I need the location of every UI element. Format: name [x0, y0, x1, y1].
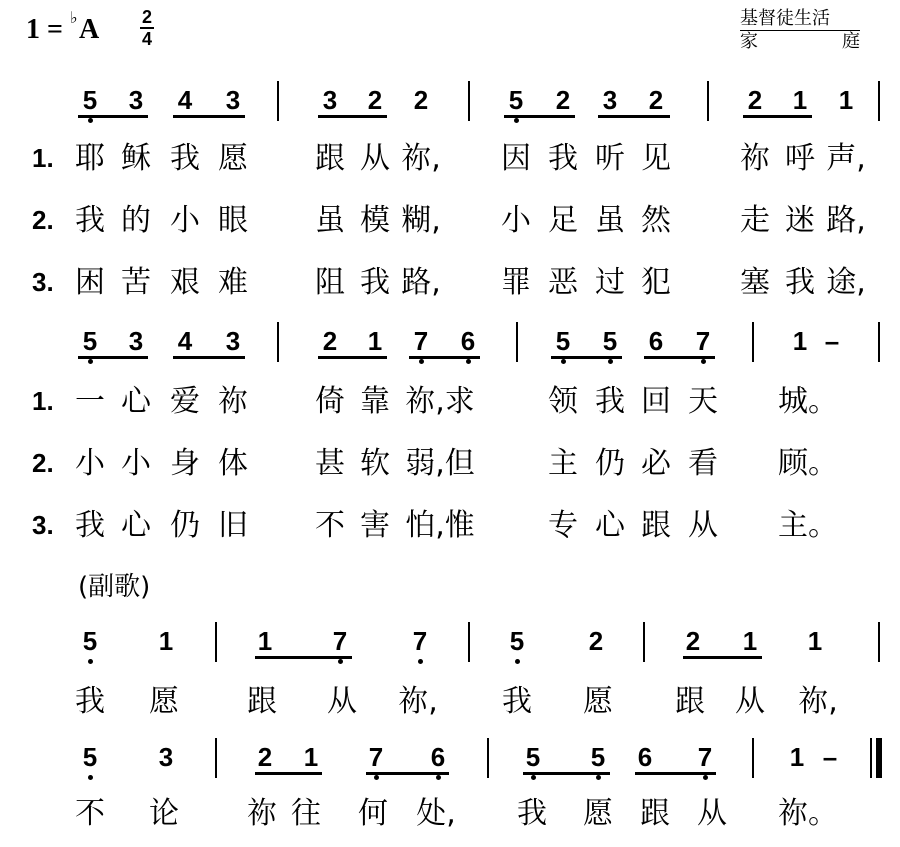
jianpu-note: 5: [82, 326, 98, 356]
eighth-beam: [635, 772, 716, 775]
lyric-syllable: 跟: [641, 508, 671, 543]
lyric-syllable: 虽: [595, 203, 625, 238]
lyric-syllable: 一: [75, 384, 105, 419]
lyric-syllable: 爱: [170, 384, 200, 419]
jianpu-note: 1: [789, 742, 805, 772]
eighth-beam: [78, 115, 148, 118]
eighth-beam: [551, 356, 622, 359]
lyric-syllable: 模: [360, 203, 390, 238]
low-octave-dot: [338, 659, 343, 664]
jianpu-note: 3: [158, 742, 174, 772]
jianpu-note: 2: [747, 85, 763, 115]
eighth-beam: [366, 772, 449, 775]
barline: [643, 622, 645, 662]
chorus-syllable: 跟: [247, 684, 277, 719]
jianpu-note: 5: [602, 326, 618, 356]
jianpu-note: 3: [128, 326, 144, 356]
lyric-syllable: 怕,惟: [405, 508, 475, 543]
jianpu-note: 2: [367, 85, 383, 115]
lyric-syllable: 眼: [218, 203, 248, 238]
jianpu-note: 6: [460, 326, 476, 356]
low-octave-dot: [701, 359, 706, 364]
lyric-syllable: 然: [641, 203, 671, 238]
lyric-syllable: 害: [360, 508, 390, 543]
source-attribution: [740, 8, 860, 53]
jianpu-note: 1: [303, 742, 319, 772]
lyric-syllable: 因: [501, 141, 531, 176]
jianpu-note: 5: [82, 85, 98, 115]
lyric-syllable: 体: [218, 446, 248, 481]
chorus-syllable: 何: [358, 796, 388, 831]
barline: [878, 622, 880, 662]
lyric-syllable: 听: [595, 141, 625, 176]
eighth-beam: [318, 115, 387, 118]
lyric-syllable: 祢: [740, 141, 770, 176]
final-barline-thin: [870, 738, 872, 778]
lyric-syllable: 小: [170, 203, 200, 238]
chorus-syllable: 论: [149, 796, 179, 831]
lyric-syllable: 糊,: [401, 203, 441, 238]
final-barline-thick: [876, 738, 882, 778]
barline: [487, 738, 489, 778]
lyric-syllable: 途,: [826, 265, 866, 300]
lyric-syllable: 不: [315, 508, 345, 543]
low-octave-dot: [466, 359, 471, 364]
lyric-syllable: 小: [75, 446, 105, 481]
eighth-beam: [598, 115, 670, 118]
lyric-syllable: 虽: [315, 203, 345, 238]
eighth-beam: [173, 356, 245, 359]
lyric-syllable: 甚: [315, 446, 345, 481]
lyric-syllable: 我: [595, 384, 625, 419]
low-octave-dot: [608, 359, 613, 364]
verse-number: 2.: [32, 205, 54, 235]
jianpu-note: 2: [322, 326, 338, 356]
lyric-syllable: 我: [170, 141, 200, 176]
lyric-syllable: 靠: [360, 384, 390, 419]
source-line-1: 基督徒生活: [740, 8, 860, 31]
chorus-syllable: 处,: [416, 796, 456, 831]
lyric-syllable: 我: [785, 265, 815, 300]
lyric-syllable: 塞: [740, 265, 770, 300]
barline: [752, 322, 754, 362]
jianpu-note: 7: [368, 742, 384, 772]
low-octave-dot: [88, 775, 93, 780]
jianpu-note: 1: [367, 326, 383, 356]
low-octave-dot: [88, 659, 93, 664]
low-octave-dot: [419, 359, 424, 364]
lyric-syllable: 的: [121, 203, 151, 238]
lyric-syllable: 小: [121, 446, 151, 481]
source-line-2: [740, 31, 860, 53]
jianpu-note: 5: [82, 742, 98, 772]
chorus-syllable: 愿: [149, 684, 179, 719]
lyric-syllable: 过: [595, 265, 625, 300]
lyric-syllable: 路,: [401, 265, 441, 300]
lyric-syllable: 犯: [641, 265, 671, 300]
chorus-syllable: 我: [75, 684, 105, 719]
chorus-syllable: 祢: [247, 796, 277, 831]
eighth-beam: [523, 772, 610, 775]
lyric-syllable: 心: [121, 384, 151, 419]
time-signature-top: 2: [141, 7, 152, 27]
jianpu-note: 3: [602, 85, 618, 115]
eighth-beam: [78, 356, 148, 359]
jianpu-note: 2: [588, 626, 604, 656]
chorus-syllable: 祢,: [398, 684, 438, 719]
lyric-syllable: 难: [218, 265, 248, 300]
jianpu-note: 1: [257, 626, 273, 656]
barline: [277, 322, 279, 362]
barline: [277, 81, 279, 121]
chorus-syllable: 我: [502, 684, 532, 719]
chorus-syllable: 跟: [675, 684, 705, 719]
lyric-syllable: 跟: [315, 141, 345, 176]
lyric-syllable: 耶: [75, 141, 105, 176]
lyric-syllable: 罪: [501, 265, 531, 300]
chorus-syllable: 我: [517, 796, 547, 831]
chorus-syllable: 从: [327, 684, 357, 719]
key-signature-prefix: 1 =: [26, 14, 63, 45]
jianpu-note: 5: [82, 626, 98, 656]
chorus-syllable: 愿: [583, 684, 613, 719]
lyric-syllable: 顾。: [778, 446, 838, 481]
jianpu-note: 6: [648, 326, 664, 356]
jianpu-note: –: [824, 326, 840, 356]
jianpu-note: 3: [128, 85, 144, 115]
lyric-syllable: 小: [501, 203, 531, 238]
chorus-syllable: 跟: [640, 796, 670, 831]
jianpu-note: 7: [697, 742, 713, 772]
low-octave-dot: [374, 775, 379, 780]
low-octave-dot: [703, 775, 708, 780]
low-octave-dot: [436, 775, 441, 780]
flat-sign: ♭: [70, 8, 78, 27]
lyric-syllable: 祢,求: [405, 384, 475, 419]
chorus-syllable: 从: [735, 684, 765, 719]
lyric-syllable: 恶: [548, 265, 578, 300]
low-octave-dot: [515, 659, 520, 664]
jianpu-note: 2: [555, 85, 571, 115]
lyric-syllable: 苦: [121, 265, 151, 300]
barline: [516, 322, 518, 362]
low-octave-dot: [561, 359, 566, 364]
low-octave-dot: [596, 775, 601, 780]
jianpu-note: 7: [332, 626, 348, 656]
lyric-syllable: 见: [641, 141, 671, 176]
lyric-syllable: 足: [548, 203, 578, 238]
lyric-syllable: 迷: [785, 203, 815, 238]
lyric-syllable: 从: [360, 141, 390, 176]
verse-number: 3.: [32, 267, 54, 297]
jianpu-note: 2: [648, 85, 664, 115]
jianpu-note: 2: [413, 85, 429, 115]
source-line-2b: 庭: [842, 31, 860, 52]
jianpu-note: 1: [838, 85, 854, 115]
lyric-syllable: 回: [641, 384, 671, 419]
jianpu-note: 7: [412, 626, 428, 656]
barline: [468, 622, 470, 662]
jianpu-note: 5: [508, 85, 524, 115]
jianpu-note: 2: [257, 742, 273, 772]
lyric-syllable: 心: [595, 508, 625, 543]
lyric-syllable: 路,: [826, 203, 866, 238]
lyric-syllable: 旧: [218, 508, 248, 543]
jianpu-note: 7: [413, 326, 429, 356]
barline: [878, 322, 880, 362]
key-letter: A: [79, 14, 100, 45]
chorus-syllable: 从: [697, 796, 727, 831]
lyric-syllable: 呼: [785, 141, 815, 176]
lyric-syllable: 天: [688, 384, 718, 419]
lyric-syllable: 身: [170, 446, 200, 481]
lyric-syllable: 倚: [315, 384, 345, 419]
lyric-syllable: 仍: [170, 508, 200, 543]
chorus-syllable: 往: [291, 796, 321, 831]
lyric-syllable: 看: [688, 446, 718, 481]
chorus-syllable: 愿: [583, 796, 613, 831]
chorus-syllable: 不: [75, 796, 105, 831]
lyric-syllable: 仍: [595, 446, 625, 481]
verse-number: 3.: [32, 510, 54, 540]
low-octave-dot: [418, 659, 423, 664]
low-octave-dot: [88, 359, 93, 364]
eighth-beam: [504, 115, 575, 118]
chorus-label: (副歌): [78, 572, 151, 602]
lyric-syllable: 我: [548, 141, 578, 176]
lyric-syllable: 祢: [218, 384, 248, 419]
jianpu-note: 1: [158, 626, 174, 656]
jianpu-note: 6: [430, 742, 446, 772]
jianpu-note: 5: [590, 742, 606, 772]
jianpu-note: 5: [555, 326, 571, 356]
lyric-syllable: 领: [548, 384, 578, 419]
lyric-syllable: 城。: [778, 384, 838, 419]
lyric-syllable: 稣: [121, 141, 151, 176]
barline: [215, 622, 217, 662]
jianpu-note: 1: [792, 326, 808, 356]
jianpu-note: 1: [807, 626, 823, 656]
jianpu-note: 7: [695, 326, 711, 356]
jianpu-note: 6: [637, 742, 653, 772]
eighth-beam: [743, 115, 812, 118]
lyric-syllable: 主: [548, 446, 578, 481]
lyric-syllable: 弱,但: [405, 446, 475, 481]
lyric-syllable: 从: [688, 508, 718, 543]
low-octave-dot: [514, 118, 519, 123]
jianpu-note: 5: [509, 626, 525, 656]
barline: [707, 81, 709, 121]
eighth-beam: [683, 656, 762, 659]
lyric-syllable: 困: [75, 265, 105, 300]
jianpu-note: 3: [225, 85, 241, 115]
eighth-beam: [409, 356, 480, 359]
time-signature-bottom: 4: [141, 29, 152, 49]
lyric-syllable: 愿: [218, 141, 248, 176]
jianpu-note: 5: [525, 742, 541, 772]
jianpu-note: 2: [685, 626, 701, 656]
barline: [752, 738, 754, 778]
jianpu-note: 3: [322, 85, 338, 115]
chorus-syllable: 祢。: [778, 796, 838, 831]
lyric-syllable: 专: [548, 508, 578, 543]
jianpu-note: 4: [177, 85, 193, 115]
lyric-syllable: 声,: [826, 141, 866, 176]
eighth-beam: [255, 656, 352, 659]
eighth-beam: [173, 115, 245, 118]
lyric-syllable: 软: [360, 446, 390, 481]
lyric-syllable: 我: [75, 203, 105, 238]
jianpu-note: 3: [225, 326, 241, 356]
lyric-syllable: 主。: [778, 508, 838, 543]
verse-number: 2.: [32, 448, 54, 478]
lyric-syllable: 走: [740, 203, 770, 238]
lyric-syllable: 艰: [170, 265, 200, 300]
barline: [215, 738, 217, 778]
low-octave-dot: [88, 118, 93, 123]
lyric-syllable: 必: [641, 446, 671, 481]
verse-number: 1.: [32, 143, 54, 173]
jianpu-note: 1: [742, 626, 758, 656]
barline: [878, 81, 880, 121]
low-octave-dot: [531, 775, 536, 780]
lyric-syllable: 心: [121, 508, 151, 543]
lyric-syllable: 祢,: [401, 141, 441, 176]
verse-number: 1.: [32, 386, 54, 416]
lyric-syllable: 阻: [315, 265, 345, 300]
jianpu-note: –: [822, 742, 838, 772]
chorus-syllable: 祢,: [798, 684, 838, 719]
lyric-syllable: 我: [360, 265, 390, 300]
barline: [468, 81, 470, 121]
time-signature: [140, 8, 154, 48]
eighth-beam: [255, 772, 322, 775]
lyric-syllable: 我: [75, 508, 105, 543]
source-line-2a: 家: [740, 31, 758, 52]
jianpu-note: 4: [177, 326, 193, 356]
eighth-beam: [318, 356, 387, 359]
eighth-beam: [644, 356, 715, 359]
jianpu-note: 1: [792, 85, 808, 115]
